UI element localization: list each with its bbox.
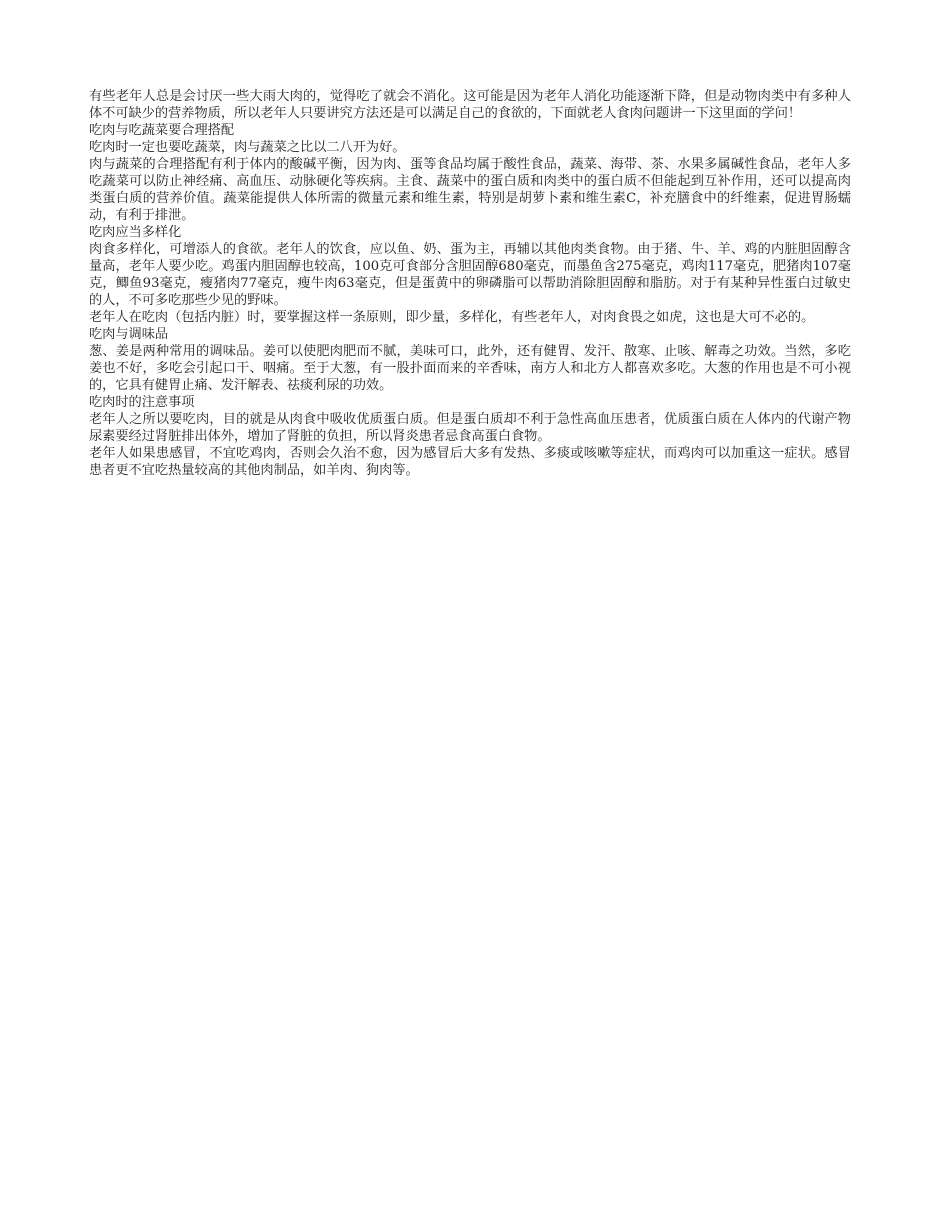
article-body bbox=[89, 88, 851, 479]
paragraph-precautions-cold: 老年人如果患感冒，不宜吃鸡肉，否则会久治不愈，因为感冒后大多有发热、多痰或咳嗽等症状，而鸡肉可以加重这一症状。感冒患者更不宜吃热量较高的其他肉制品，如羊肉、狗肉等。 bbox=[89, 446, 851, 478]
section-heading-precautions: 吃肉时的注意事项 bbox=[89, 395, 195, 410]
paragraph-pairing-benefits: 肉与蔬菜的合理搭配有利于体内的酸碱平衡，因为肉、蛋等食品均属于酸性食品，蔬菜、海带、茶、水果多属碱性食品，老年人多吃蔬菜可以防止神经痛、高血压、动脉硬化等疾病。主食、蔬菜中的蛋白质和肉类中的蛋白质不但能起到互补作用，还可以提高肉类蛋白质的营养价值。蔬菜能提供人体所需的微量元素和维生素，特别是胡萝卜素和维生素C，补充膳食中的纤维素，促进胃肠蠕动，有利于排泄。 bbox=[89, 157, 851, 223]
paragraph-pairing-ratio: 吃肉时一定也要吃蔬菜，肉与蔬菜之比以二八开为好。 bbox=[89, 140, 406, 155]
paragraph-variety-cholesterol: 肉食多样化，可增添人的食欲。老年人的饮食，应以鱼、奶、蛋为主，再辅以其他肉类食物。由于猪、牛、羊、鸡的内脏胆固醇含量高，老年人要少吃。鸡蛋内胆固醇也较高，100克可食部分含胆固醇680毫克，而墨鱼含275毫克，鸡肉117毫克，肥猪肉107毫克，鲫鱼93毫克，瘦猪肉77毫克，瘦牛肉63毫克，但是蛋黄中的卵磷脂可以帮助消除胆固醇和脂肪。对于有某种异性蛋白过敏史的人，不可多吃那些少见的野味。 bbox=[89, 242, 851, 308]
section-heading-seasoning: 吃肉与调味品 bbox=[89, 327, 169, 342]
section-heading-variety: 吃肉应当多样化 bbox=[89, 225, 182, 240]
intro-paragraph: 有些老年人总是会讨厌一些大雨大肉的，觉得吃了就会不消化。这可能是因为老年人消化功能逐渐下降，但是动物肉类中有多种人体不可缺少的营养物质，所以老年人只要讲究方法还是可以满足自己的食欲的，下面就老人食肉问题讲一下这里面的学问！ bbox=[89, 89, 851, 121]
paragraph-precautions-protein: 老年人之所以要吃肉，目的就是从肉食中吸收优质蛋白质。但是蛋白质却不利于急性高血压患者，优质蛋白质在人体内的代谢产物尿素要经过肾脏排出体外，增加了肾脏的负担，所以肾炎患者忌食高蛋白食物。 bbox=[89, 412, 851, 444]
paragraph-seasoning: 葱、姜是两种常用的调味品。姜可以使肥肉肥而不腻，美味可口，此外，还有健胃、发汗、散寒、止咳、解毒之功效。当然，多吃姜也不好，多吃会引起口干、咽痛。至于大葱，有一股扑面而来的辛香味，南方人和北方人都喜欢多吃。大葱的作用也是不可小视的，它具有健胃止痛、发汗解表、祛痰利尿的功效。 bbox=[89, 344, 851, 393]
section-heading-pairing: 吃肉与吃蔬菜要合理搭配 bbox=[89, 123, 235, 138]
paragraph-variety-principle: 老年人在吃肉（包括内脏）时，要掌握这样一条原则，即少量，多样化，有些老年人，对肉食畏之如虎，这也是大可不必的。 bbox=[89, 310, 815, 325]
